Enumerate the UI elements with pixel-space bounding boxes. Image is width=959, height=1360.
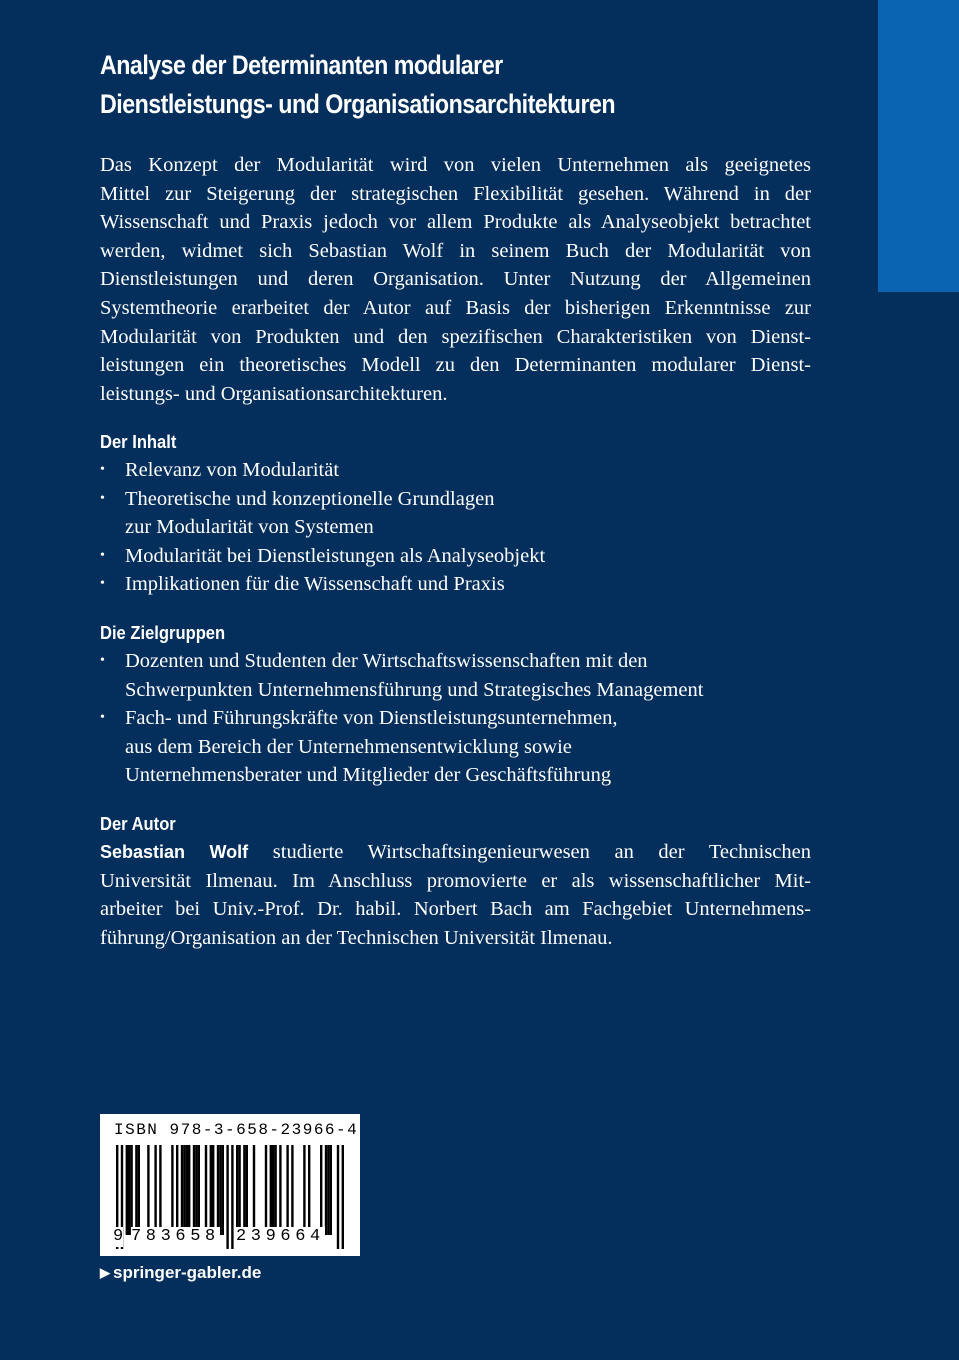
list-item	[100, 647, 820, 704]
list-item-text: Implikationen für die Wissenschaft und Praxis	[125, 573, 505, 596]
barcode-bar	[159, 1145, 161, 1235]
list-item	[100, 704, 820, 790]
author-name: Sebastian Wolf	[100, 842, 249, 862]
barcode-bar	[217, 1145, 219, 1235]
barcode-bar	[183, 1145, 185, 1235]
barcode-bar	[231, 1145, 233, 1249]
barcode-bar	[291, 1145, 293, 1235]
inhalt-list	[100, 456, 820, 599]
zielgruppen-list	[100, 647, 820, 790]
barcode-bar	[236, 1145, 238, 1235]
list-item-text: zur Modularität von Systemen	[125, 516, 374, 539]
bullet-icon: •	[100, 576, 105, 592]
barcode-bar	[147, 1145, 149, 1235]
barcode-bar	[320, 1145, 322, 1235]
barcode-bar	[274, 1145, 276, 1235]
autor-paragraph	[100, 838, 811, 952]
autor-line	[100, 838, 811, 867]
barcode-bar	[186, 1145, 188, 1235]
triangle-right-icon: ▶	[100, 1265, 110, 1280]
autor-line: arbeiter bei Univ.-Prof. Dr. habil. Norbert Bach am Fachgebiet Unternehmens-	[100, 898, 811, 921]
barcode-bar	[210, 1145, 212, 1235]
intro-line: leistungen ein theoretisches Modell zu den Determinanten modularer Dienst-	[100, 354, 811, 377]
barcode-bar	[219, 1145, 221, 1235]
barcode-bar	[270, 1145, 272, 1235]
title-line-1: Analyse der Determinanten modularer	[100, 50, 503, 80]
barcode-bar	[198, 1145, 200, 1235]
list-item	[100, 456, 820, 485]
barcode-bar	[330, 1145, 332, 1235]
publisher-link[interactable]	[100, 1262, 261, 1284]
bullet-icon: •	[100, 490, 105, 506]
autor-line: Universität Ilmenau. Im Anschluss promovierte er als wissenschaftlicher Mit-	[100, 869, 811, 892]
intro-line: Das Konzept der Modularität wird von vielen Unternehmen als geeignetes	[100, 154, 811, 176]
barcode-bar	[279, 1145, 281, 1235]
intro-paragraph	[100, 151, 811, 408]
bullet-icon: •	[100, 653, 105, 668]
barcode-bar	[222, 1145, 224, 1235]
publisher-url: springer-gabler.de	[113, 1263, 262, 1282]
list-item	[100, 542, 820, 571]
barcode-bar	[195, 1145, 197, 1235]
barcode-bar	[176, 1145, 178, 1235]
intro-line: Wissenschaft und Praxis jedoch vor allem Produkte als Analyseobjekt betrachtet	[100, 211, 811, 234]
barcode-bar	[246, 1145, 248, 1235]
barcode-right-digits: 239664	[236, 1227, 325, 1246]
barcode-bar	[243, 1145, 245, 1235]
barcode-bar	[188, 1145, 190, 1235]
barcode-bar	[342, 1145, 344, 1249]
barcode-bar	[193, 1145, 195, 1235]
barcode-bar	[238, 1145, 240, 1235]
zielgruppen-heading: Die Zielgruppen	[100, 623, 226, 643]
barcode-bar	[272, 1145, 274, 1235]
barcode-bar	[286, 1145, 288, 1235]
list-item-text: Relevanz von Modularität	[125, 459, 340, 481]
barcode-bar	[325, 1145, 327, 1235]
barcode-left-digits: 783658	[131, 1227, 220, 1246]
barcode-bar	[138, 1145, 140, 1235]
bullet-icon: •	[100, 710, 105, 726]
book-title	[100, 46, 736, 124]
barcode-bar	[327, 1145, 329, 1235]
bullet-icon: •	[100, 547, 105, 563]
inhalt-heading: Der Inhalt	[100, 432, 177, 452]
autor-line: führung/Organisation an der Technischen Universität Ilmenau.	[100, 926, 613, 949]
barcode-bar	[126, 1145, 128, 1235]
title-line-2: Dienstleistungs- und Organisationsarchitekturen	[100, 89, 616, 119]
list-item-text: Unternehmensberater und Mitglieder der Geschäftsführung	[125, 764, 612, 787]
intro-line: werden, widmet sich Sebastian Wolf in seinem Buch der Modularität von	[100, 239, 811, 262]
list-item-text: Dozenten und Studenten der Wirtschaftswissenschaften mit den	[125, 650, 648, 672]
intro-line: Mittel zur Steigerung der strategischen Flexibilität gesehen. Während in der	[100, 182, 811, 205]
barcode-bar	[205, 1145, 207, 1235]
list-item-text: Schwerpunkten Unternehmensführung und Strategisches Management	[125, 678, 704, 701]
barcode-bar	[303, 1145, 305, 1235]
barcode-bar	[226, 1145, 228, 1249]
isbn-label: ISBN 978-3-658-23966-4	[114, 1121, 359, 1139]
barcode-first-digit: 9	[113, 1227, 124, 1246]
barcode-bar	[135, 1145, 137, 1235]
list-item	[100, 570, 820, 599]
barcode-bar	[253, 1145, 255, 1235]
list-item-text: Fach- und Führungskräfte von Dienstleistungsunternehmen,	[125, 707, 618, 730]
barcode-bar	[154, 1145, 156, 1235]
intro-line: Systemtheorie erarbeitet der Autor auf Basis der bisherigen Erkenntnisse zur	[100, 296, 811, 319]
list-item-text: Modularität bei Dienstleistungen als Analyseobjekt	[125, 544, 546, 567]
autor-heading: Der Autor	[100, 814, 176, 834]
barcode-bar	[308, 1145, 310, 1235]
list-item	[100, 485, 820, 542]
barcode-bar	[212, 1145, 214, 1235]
barcode-bar	[130, 1145, 132, 1235]
barcode-bar	[181, 1145, 183, 1235]
list-item-text: Theoretische und konzeptionelle Grundlagen	[125, 487, 495, 510]
bullet-icon: •	[100, 462, 105, 477]
barcode-bar	[171, 1145, 173, 1235]
intro-line: Dienstleistungen und deren Organisation. Unter Nutzung der Allgemeinen	[100, 268, 811, 291]
autor-line-text: studierte Wirtschaftsingenieurwesen an der Technischen	[248, 841, 811, 863]
barcode-bar	[128, 1145, 130, 1235]
accent-strip	[878, 0, 959, 292]
intro-line: Modularität von Produkten und den spezifischen Charakteristiken von Dienst-	[100, 325, 811, 348]
intro-line: leistungs- und Organisationsarchitekturen.	[100, 382, 448, 405]
list-item-text: aus dem Bereich der Unternehmensentwicklung sowie	[125, 735, 572, 758]
isbn-barcode	[100, 1114, 360, 1256]
barcode-bar	[265, 1145, 267, 1235]
barcode-bar	[337, 1145, 339, 1249]
